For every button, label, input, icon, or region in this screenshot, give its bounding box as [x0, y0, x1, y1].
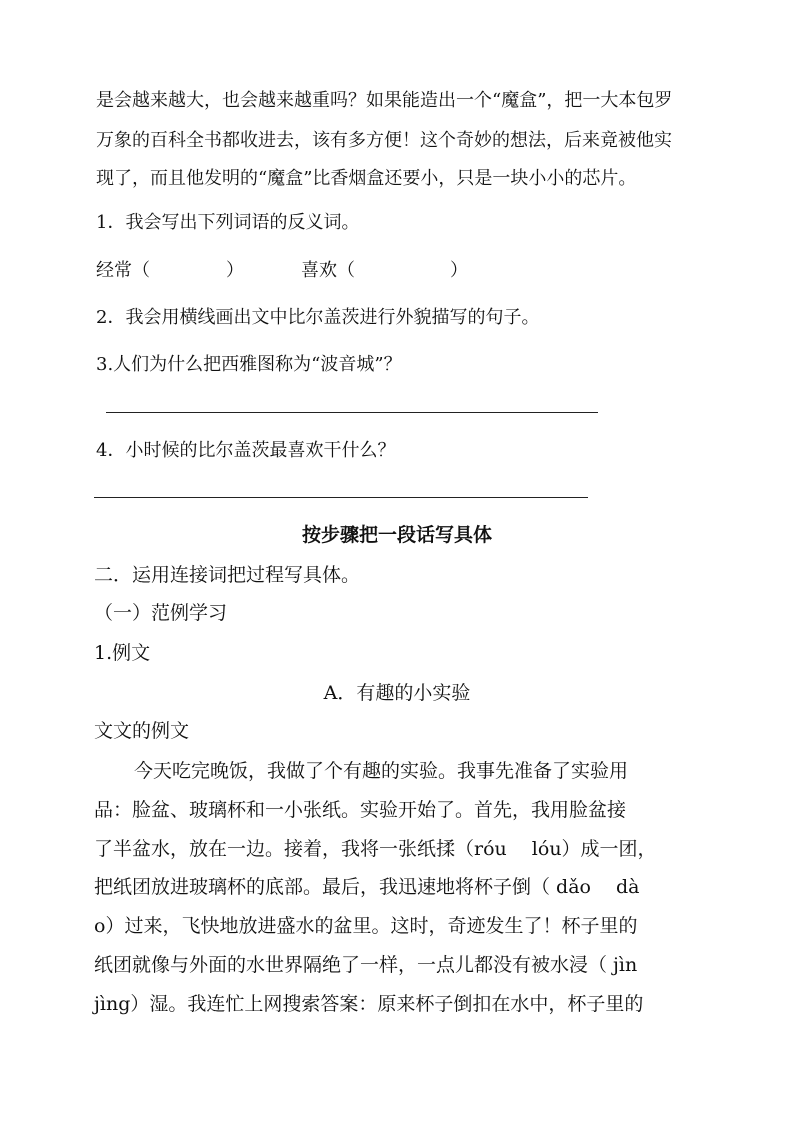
- section-heading: 二．运用连接词把过程写具体。: [94, 564, 361, 586]
- example-author: 文文的例文: [94, 720, 190, 742]
- example-body-line-5: o）过来，飞快地放进盛水的盆里。这时，奇迹发生了！杯子里的: [94, 915, 638, 937]
- answer-line-q4: [94, 497, 588, 498]
- passage-line-2: 万象的百科全书都收进去，该有多方便！这个奇妙的想法，后来竟被他实: [96, 130, 672, 151]
- question-4: 4．小时候的比尔盖茨最喜欢干什么？: [96, 440, 396, 461]
- example-body-line-2: 品：脸盆、玻璃杯和一小张纸。实验开始了。首先，我用脸盆接: [94, 799, 627, 821]
- antonym-close-a: ）: [226, 260, 244, 281]
- antonym-prompt-a: 经常（: [96, 260, 150, 281]
- section-title: 按步骤把一段话写具体: [301, 524, 492, 546]
- antonym-close-b: ）: [450, 260, 468, 281]
- answer-line-q3: [106, 412, 598, 413]
- subheading-example-text: 1.例文: [94, 642, 151, 664]
- subheading-example-study: （一）范例学习: [94, 602, 228, 624]
- example-body-line-6: 纸团就像与外面的水世界隔绝了一样，一点儿都没有被水浸（ jìn: [94, 954, 638, 976]
- antonym-prompt-b: 喜欢（: [301, 260, 355, 281]
- question-2: 2．我会用横线画出文中比尔盖茨进行外貌描写的句子。: [96, 307, 540, 328]
- example-body-line-3: 了半盆水，放在一边。接着，我将一张纸揉（róu lóu）成一团，: [94, 838, 657, 860]
- example-title: A．有趣的小实验: [323, 682, 471, 704]
- question-3: 3.人们为什么把西雅图称为“波音城”？: [96, 354, 402, 375]
- passage-line-1: 是会越来越大，也会越来越重吗？如果能造出一个“魔盒”，把一大本包罗: [96, 90, 673, 111]
- passage-line-3: 现了，而且他发明的“魔盒”比香烟盒还要小，只是一块小小的芯片。: [96, 168, 637, 189]
- example-body-line-4: 把纸团放进玻璃杯的底部。最后，我迅速地将杯子倒（ dǎo dà: [94, 876, 640, 898]
- question-1: 1．我会写出下列词语的反义词。: [96, 212, 360, 233]
- example-body-line-1: 今天吃完晚饭，我做了个有趣的实验。我事先准备了实验用: [134, 760, 629, 782]
- example-body-line-7: jìng）湿。我连忙上网搜索答案：原来杯子倒扣在水中，杯子里的: [94, 993, 644, 1015]
